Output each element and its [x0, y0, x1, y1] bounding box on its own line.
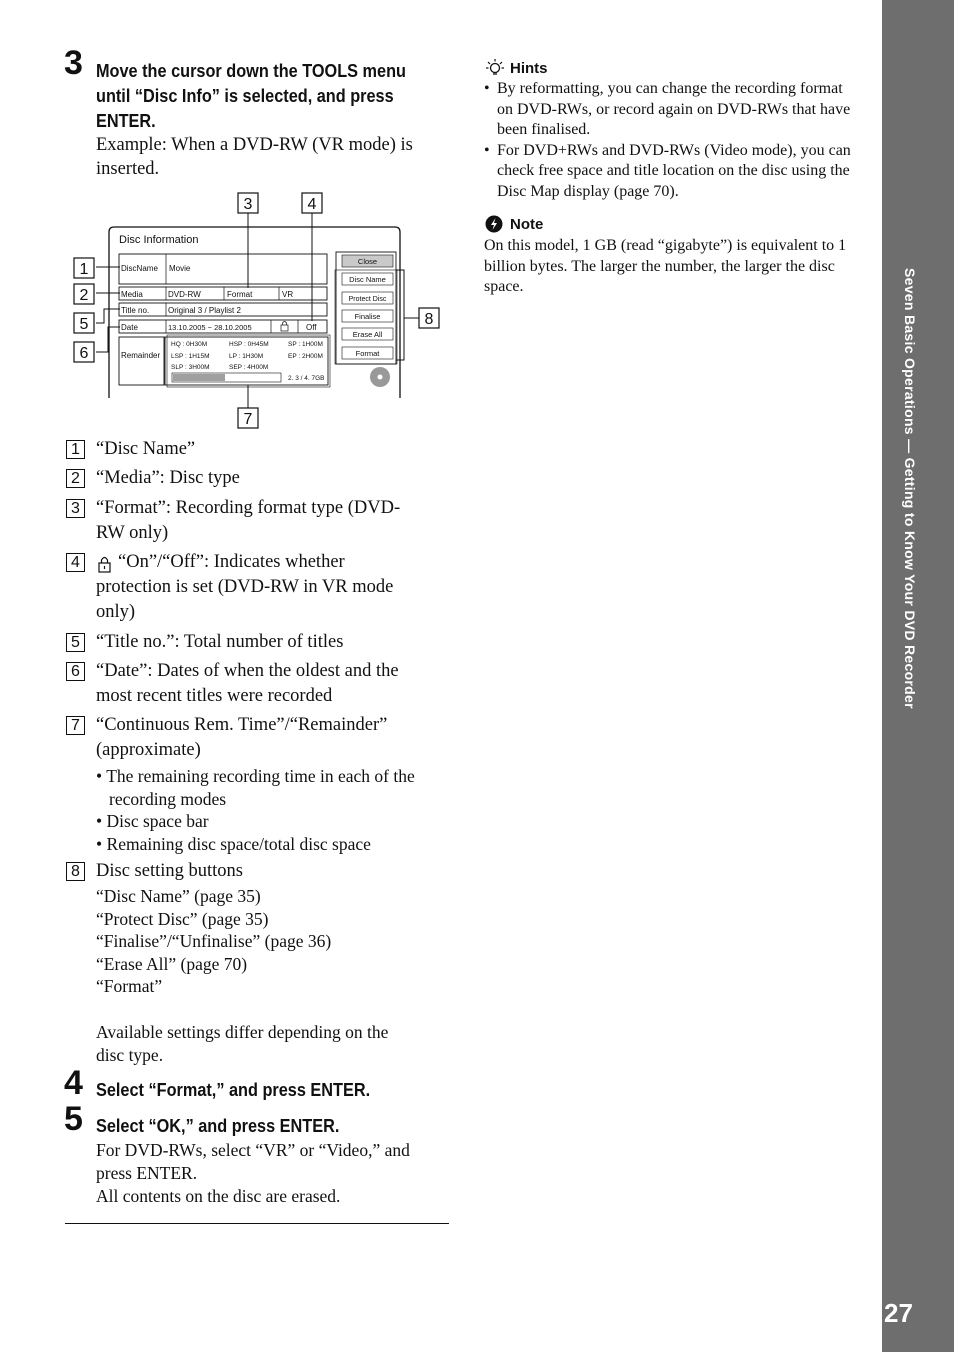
item-6-text — [96, 659, 399, 709]
section-divider — [65, 1223, 449, 1224]
date-value: 13.10.2005 ~ 28.10.2005 — [168, 323, 252, 332]
protect-value: Off — [306, 323, 317, 332]
note-text — [484, 236, 874, 298]
erase-all-button: Erase All — [352, 330, 383, 339]
step-3-heading-line: Move the cursor down the TOOLS menu — [96, 60, 406, 81]
chapter-title: Seven Basic Operations — Getting to Know Your DVD Recorder — [902, 268, 918, 709]
sub-line: “Erase All” (page 70) — [96, 953, 248, 974]
mode-lsp: LSP : 1H15M — [171, 353, 210, 360]
chapter-sidebar — [882, 0, 954, 1352]
item-5-text: “Title no.”: Total number of titles — [96, 632, 344, 652]
page-number: 27 — [884, 1298, 913, 1328]
item-2-number: 2 — [66, 469, 85, 488]
disc-name-button: Disc Name — [349, 275, 386, 284]
item-4-text — [96, 550, 456, 625]
example-line: inserted. — [96, 159, 160, 179]
item-8-number: 8 — [66, 862, 85, 881]
item-2-text: “Media”: Disc type — [96, 468, 240, 488]
item-3-number: 3 — [66, 499, 85, 518]
date-label: Date — [121, 323, 138, 332]
callout-1: 1 — [79, 261, 89, 278]
sub-line: “Disc Name” (page 35) — [96, 886, 261, 906]
item-line: protection is set (DVD-RW in VR mode — [96, 577, 394, 597]
disc-name-value: Movie — [169, 264, 191, 273]
item-7-number: 7 — [66, 716, 85, 735]
example-line: Example: When a DVD-RW (VR mode) is — [96, 135, 413, 155]
body-line: All contents on the disc are erased. — [96, 1186, 341, 1206]
hint-line: on DVD-RWs, or record again on DVD-RWs that have — [497, 100, 851, 118]
hint-line: been finalised. — [497, 121, 591, 138]
item-1-text: “Disc Name” — [96, 439, 196, 459]
step-3-number: 3 — [64, 44, 83, 82]
disc-information-diagram — [64, 190, 444, 430]
step-5-body — [96, 1139, 410, 1208]
item-7-bullet: • Disc space bar — [96, 811, 209, 831]
mode-lp: LP : 1H30M — [229, 353, 264, 360]
lightbulb-icon — [485, 58, 505, 78]
disc-name-label: DiscName — [121, 264, 158, 273]
note-line: billion bytes. The larger the number, the larger the disc — [484, 257, 835, 275]
note-icon — [485, 215, 503, 233]
hints-list — [484, 79, 869, 202]
mode-slp: SLP : 3H00M — [171, 364, 210, 371]
step-4-number: 4 — [64, 1064, 83, 1102]
step-3-heading-line: ENTER. — [96, 110, 156, 131]
sub-line: “Format” — [96, 976, 163, 996]
hint-line: check free space and title location on the disc using the — [497, 162, 850, 179]
body-line: For DVD-RWs, select “VR” or “Video,” and — [96, 1140, 410, 1160]
note-heading: Note — [510, 216, 544, 233]
step-3-heading — [96, 58, 406, 133]
item-3-text — [96, 496, 400, 546]
item-8-sublist — [96, 885, 331, 998]
item-line: “Date”: Dates of when the oldest and the — [96, 661, 399, 681]
media-value: DVD-RW — [168, 290, 201, 299]
bullet-line: Disc space bar — [106, 811, 209, 831]
mode-sp: SP : 1H00M — [288, 341, 323, 348]
title-no-label: Title no. — [121, 306, 150, 315]
bullet-line: recording modes — [109, 788, 227, 809]
note-line: On this model, 1 GB (read “gigabyte”) is equivalent to 1 — [484, 237, 847, 254]
item-line: only) — [96, 602, 136, 622]
item-1-number: 1 — [66, 440, 85, 459]
diagram-title: Disc Information — [119, 234, 199, 246]
hint-line: Disc Map display (page 70). — [497, 182, 679, 200]
item-line: (approximate) — [96, 740, 201, 760]
item-line: “On”/“Off”: Indicates whether — [118, 552, 345, 572]
note-line: space. — [484, 278, 524, 295]
step-3-heading-line: until “Disc Info” is selected, and press — [96, 85, 394, 106]
callout-7: 7 — [243, 411, 253, 428]
body-line: press ENTER. — [96, 1163, 198, 1183]
mode-sep: SEP : 4H00M — [229, 364, 269, 371]
item-line: “Continuous Rem. Time”/“Remainder” — [96, 715, 388, 735]
sub-line: “Protect Disc” (page 35) — [96, 908, 269, 929]
mode-hsp: HSP : 0H45M — [229, 341, 269, 348]
callout-2: 2 — [79, 287, 89, 304]
hint-line: For DVD+RWs and DVD-RWs (Video mode), you can — [497, 141, 851, 159]
note-line: disc type. — [96, 1044, 164, 1065]
title-no-value: Original 3 / Playlist 2 — [168, 306, 241, 315]
callout-6: 6 — [79, 345, 89, 362]
remainder-label: Remainder — [121, 351, 161, 360]
item-line: most recent titles were recorded — [96, 686, 333, 706]
format-value: VR — [282, 290, 294, 299]
step-4-heading: Select “Format,” and press ENTER. — [96, 1079, 371, 1100]
item-6-number: 6 — [66, 662, 85, 681]
close-button: Close — [357, 257, 378, 266]
item-8-text: Disc setting buttons — [96, 861, 243, 881]
note-line: Available settings differ depending on the — [96, 1022, 389, 1042]
media-label: Media — [121, 290, 143, 299]
disc-space-text: 2. 3 / 4. 7GB — [288, 375, 325, 382]
item-5-number: 5 — [66, 633, 85, 652]
item-4-number: 4 — [66, 553, 85, 572]
hint-line: By reformatting, you can change the recording format — [497, 80, 843, 97]
item-line: RW only) — [96, 523, 169, 543]
callout-8: 8 — [424, 311, 434, 328]
bullet-line: The remaining recording time in each of the — [106, 766, 415, 786]
sub-line: “Finalise”/“Unfinalise” (page 36) — [96, 931, 332, 951]
item-7-bullet: • The remaining recording time in each of the recording modes — [96, 766, 415, 809]
hint-item: • For DVD+RWs and DVD-RWs (Video mode), you can check free space and title location on the disc using the Disc Map display (page 70). — [484, 141, 869, 203]
callout-4: 4 — [307, 196, 317, 213]
step-5-number: 5 — [64, 1100, 83, 1138]
hints-heading: Hints — [510, 60, 548, 77]
finalise-button: Finalise — [354, 312, 381, 321]
callout-3: 3 — [243, 196, 253, 213]
item-7-bullet: • Remaining disc space/total disc space — [96, 834, 371, 854]
item-7-text — [96, 713, 387, 763]
step-5-heading: Select “OK,” and press ENTER. — [96, 1115, 340, 1136]
item-8-note — [96, 1021, 388, 1066]
callout-5: 5 — [79, 316, 89, 333]
hint-item: • By reformatting, you can change the recording format on DVD-RWs, or record again on DVD-RWs that have been finalised. — [484, 79, 869, 141]
item-line: “Format”: Recording format type (DVD- — [96, 498, 401, 518]
mode-hq: HQ : 0H30M — [171, 341, 208, 348]
bullet-line: Remaining disc space/total disc space — [106, 834, 371, 854]
step-3-example — [96, 133, 413, 181]
padlock-icon — [281, 322, 288, 332]
protect-disc-button: Protect Disc — [348, 296, 387, 303]
mode-ep: EP : 2H00M — [288, 353, 323, 360]
format-label: Format — [227, 290, 253, 299]
format-button: Format — [355, 349, 380, 358]
